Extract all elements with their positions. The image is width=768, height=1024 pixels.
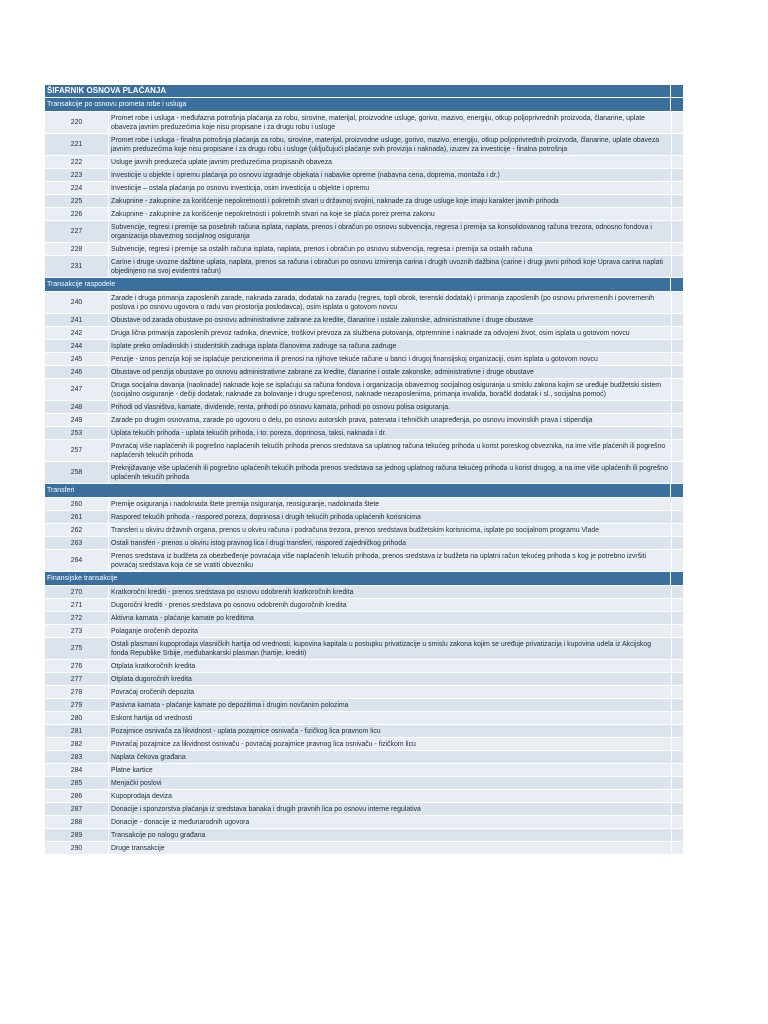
row-tail-cell xyxy=(672,340,683,352)
payment-description: Transakcije po nalogu građana xyxy=(109,829,672,841)
row-tail-cell xyxy=(672,379,683,400)
payment-code: 240 xyxy=(45,292,109,313)
table-row xyxy=(45,537,683,550)
payment-code: 280 xyxy=(45,712,109,724)
row-tail-cell xyxy=(672,777,683,789)
row-tail-cell xyxy=(672,221,683,242)
table-row xyxy=(45,751,683,764)
payment-description: Ostali plasmani kupoprodaja vlasničkih hartija od vrednosti, kupovina kapitala u postupku privatizacije u smislu zakona kojim se uređuje privatizacija i kupovina udela iz Akcijskog fonda Republike Srbije, međubankarski plasman (hartije, krediti) xyxy=(109,638,672,659)
payment-code: 273 xyxy=(45,625,109,637)
payment-code: 285 xyxy=(45,777,109,789)
table-row xyxy=(45,625,683,638)
payment-code: 260 xyxy=(45,498,109,510)
row-tail-cell xyxy=(672,816,683,828)
row-tail-cell xyxy=(672,462,683,483)
section-title: Transakcije po osnovu prometa robe i usluga xyxy=(47,101,187,108)
table-row xyxy=(45,353,683,366)
sections-container xyxy=(45,98,683,855)
payment-code: 275 xyxy=(45,638,109,659)
payment-code: 282 xyxy=(45,738,109,750)
table-row xyxy=(45,498,683,511)
payment-code: 276 xyxy=(45,660,109,672)
table-row xyxy=(45,401,683,414)
row-tail-cell xyxy=(672,673,683,685)
payment-code: 257 xyxy=(45,440,109,461)
payment-description: Druge transakcije xyxy=(109,842,672,854)
section-tail-cell xyxy=(670,278,683,291)
payment-description: Uplata tekućih prihoda - uplata tekućih prihoda, i to: poreza, doprinosa, taksi, naknada i dr. xyxy=(109,427,672,439)
section-header xyxy=(45,278,683,292)
section-tail-cell xyxy=(670,98,683,111)
row-tail-cell xyxy=(672,537,683,549)
payment-description: Promet robe i usluga - međufazna potrošnja plaćanja za robu, sirovine, materijal, proizvodne usluge, gorivo, mazivo, energiju, otkup poljoprivrednih proizvoda, članarine, uplate obaveza javnim preduzećima koje nisu propisane i za drugu robu i usluge xyxy=(109,112,672,133)
payment-code: 247 xyxy=(45,379,109,400)
payment-code: 289 xyxy=(45,829,109,841)
payment-description: Promet robe i usluga - finalna potrošnja plaćanja za robu, sirovine, materijal, proizvodne usluge, gorivo, mazivo, energiju, otkup poljoprivrednih proizvoda, članarine, uplate obaveza javnim preduzećima koje nisu propisane i za drugu robu i usluge (uključujući plaćanje svih provizija i naknada), izuzev za investicije - finalna potrošnja xyxy=(109,134,672,155)
row-tail-cell xyxy=(672,790,683,802)
table-row xyxy=(45,829,683,842)
payment-description: Druga lična primanja zaposlenih prevoz radnika, dnevnice, troškovi prevoza za službena putovanja, otpremnine i naknade za odvojeni život, osim isplata u gotovom novcu xyxy=(109,327,672,339)
section-tail-cell xyxy=(670,572,683,585)
row-tail-cell xyxy=(672,550,683,571)
payment-description: Dugoročni krediti - prenos sredstava po osnovu odobrenih dugoročnih kredita xyxy=(109,599,672,611)
payment-code: 222 xyxy=(45,156,109,168)
payment-description: Naplata čekova građana xyxy=(109,751,672,763)
table-row xyxy=(45,612,683,625)
payment-code: 231 xyxy=(45,256,109,277)
table-row xyxy=(45,134,683,156)
row-tail-cell xyxy=(672,195,683,207)
row-tail-cell xyxy=(672,638,683,659)
payment-description: Povraćaj oročenih depozita xyxy=(109,686,672,698)
row-tail-cell xyxy=(672,725,683,737)
payment-description: Zakupnine - zakupnine za korišćenje nepokretnosti i pokretnih stvari u državnoj svojini, naknade za druge usluge koje imaju karakter javnih prihoda xyxy=(109,195,672,207)
table-row xyxy=(45,524,683,537)
payment-description: Druga socijalna davanja (naoknade) naknade koje se isplaćuju sa računa fondova i organizacija obaveznog socijalnog osiguranja u smislu zakona kojim se uređuje budžetski sistem (socijalno osiguranje - dečiji dodatak, naknade za bolovanje i drugu sprečenost, naknade nezaposlenima, primanja invalida, boračkl dodatak i sl., socijalna pomoć) xyxy=(109,379,672,400)
payment-code: 244 xyxy=(45,340,109,352)
section-header xyxy=(45,98,683,112)
row-tail-cell xyxy=(672,182,683,194)
table-row xyxy=(45,790,683,803)
table-row xyxy=(45,256,683,278)
table-row xyxy=(45,292,683,314)
payment-description: Raspored tekućih prihoda - raspored poreza, doprinosa i drugih tekućih prihoda uplaćenih korisnicima xyxy=(109,511,672,523)
table-row xyxy=(45,764,683,777)
payment-description: Premije osiguranja i nadoknada štete premija osiguranja, reosiguranje, nadoknada štete xyxy=(109,498,672,510)
payment-code: 281 xyxy=(45,725,109,737)
payment-description: Platne kartice xyxy=(109,764,672,776)
payment-description: Preknjižavanje više uplaćenih ili pogrešno uplaćenih tekućih prihoda prenos sredstava sa jednog uplatnog računa tekućeg prihoda u korist drugog, a na ime više uplaćenih ili pogrešno uplaćenih tekućih prihoda xyxy=(109,462,672,483)
table-row xyxy=(45,725,683,738)
payment-description: Menjački poslovi xyxy=(109,777,672,789)
table-row xyxy=(45,243,683,256)
table-row xyxy=(45,803,683,816)
payment-description: Donacije i sponzorstva plaćanja iz sredstava banaka i drugih pravnih lica po osnovu interne regulativa xyxy=(109,803,672,815)
row-tail-cell xyxy=(672,134,683,155)
payment-code: 277 xyxy=(45,673,109,685)
section-tail-cell xyxy=(670,484,683,497)
table-row xyxy=(45,208,683,221)
payment-code: 258 xyxy=(45,462,109,483)
payment-description: Povraćaj pozajmice za likvidnost osnivaču - povraćaj pozajmice pravnog lica osnivaču - fizičkom licu xyxy=(109,738,672,750)
payment-code: 286 xyxy=(45,790,109,802)
payment-description: Penzije - iznos penzija koji se isplaćuje penzionerima ili prenosi na njihove tekuće račune u banci i drugoj finansijskoj organizaciji, osim isplata u gotovom novcu xyxy=(109,353,672,365)
payment-code: 287 xyxy=(45,803,109,815)
payment-code: 290 xyxy=(45,842,109,854)
row-tail-cell xyxy=(672,712,683,724)
row-tail-cell xyxy=(672,625,683,637)
section-title: Transferi xyxy=(47,487,75,494)
row-tail-cell xyxy=(672,524,683,536)
payment-code: 279 xyxy=(45,699,109,711)
payment-code: 261 xyxy=(45,511,109,523)
payment-code: 242 xyxy=(45,327,109,339)
payment-code: 271 xyxy=(45,599,109,611)
row-tail-cell xyxy=(672,353,683,365)
row-tail-cell xyxy=(672,366,683,378)
payment-description: Zarade i druga primanja zaposlenih zarade, naknada zarada, dodatak na zaradu (regres, topli obrok, terenski dodatak) i primanja zaposlenih (po osnovu privremenih i povremenih poslova i po osnovu ugovora o radu van prostorija poslodavca), osim isplata u gotovom novcu xyxy=(109,292,672,313)
row-tail-cell xyxy=(672,842,683,854)
row-tail-cell xyxy=(672,829,683,841)
table-row xyxy=(45,195,683,208)
payment-code-table xyxy=(45,85,683,855)
table-row xyxy=(45,816,683,829)
table-row xyxy=(45,777,683,790)
payment-description: Prenos sredstava iz budžeta za obezbeđenje povraćaja više naplaćenih tekućih prihoda, prenos sredstava iz budžeta na uplatni račun tekućeg prihoda s kog je potrebno izvršiti povraćaj sredstava koja će se vratiti obvezniku xyxy=(109,550,672,571)
payment-description: Kratkoročni krediti - prenos sredstava po osnovu odobrenih kratkoročnih kredita xyxy=(109,586,672,598)
table-row xyxy=(45,327,683,340)
table-row xyxy=(45,379,683,401)
row-tail-cell xyxy=(672,511,683,523)
row-tail-cell xyxy=(672,586,683,598)
payment-description: Isplate preko omladinskih i studentskih zadruga isplata članovima zadruge sa računa zadruge xyxy=(109,340,672,352)
payment-description: Otplata kratkoročnih kredita xyxy=(109,660,672,672)
row-tail-cell xyxy=(672,169,683,181)
section-header xyxy=(45,572,683,586)
payment-code: 263 xyxy=(45,537,109,549)
payment-code: 283 xyxy=(45,751,109,763)
table-row xyxy=(45,366,683,379)
payment-code: 248 xyxy=(45,401,109,413)
row-tail-cell xyxy=(672,292,683,313)
table-row xyxy=(45,511,683,524)
table-row xyxy=(45,686,683,699)
row-tail-cell xyxy=(672,803,683,815)
row-tail-cell xyxy=(672,112,683,133)
payment-description: Pozajmice osnivača za likvidnost - uplata pozajmice osnivača - fizičkog lica pravnom licu xyxy=(109,725,672,737)
payment-code: 272 xyxy=(45,612,109,624)
row-tail-cell xyxy=(672,738,683,750)
payment-description: Subvencije, regresi i premije sa posebnih računa isplata, naplata, prenos i obračun po osnovu subvencija, regresa i premija sa konsolidovanog računa trezora, odnosno fondova i organizacija obaveznog socijalnog osiguranja xyxy=(109,221,672,242)
payment-description: Aktivna kamata - plaćanje kamate po kreditima xyxy=(109,612,672,624)
table-row xyxy=(45,414,683,427)
row-tail-cell xyxy=(672,156,683,168)
table-row xyxy=(45,314,683,327)
row-tail-cell xyxy=(672,314,683,326)
table-row xyxy=(45,738,683,751)
payment-description: Obustave od zarada obustave po osnovu administrativne zabrane za kredite, članarine i ostale zakonske, administrativne i druge obustave xyxy=(109,314,672,326)
section-title: Finansijske transakcije xyxy=(47,575,118,582)
table-row xyxy=(45,112,683,134)
payment-code: 220 xyxy=(45,112,109,133)
row-tail-cell xyxy=(672,686,683,698)
table-row xyxy=(45,427,683,440)
payment-description: Donacije - donacije iz međunarodnih ugovora xyxy=(109,816,672,828)
payment-description: Carine i druge uvozne dažbine uplata, naplata, prenos sa računa i obračun po osnovu izmirenja carina i drugih uvoznih dažbina (carine i drugi javni prihodi koje Uprava carina naplati objedinjeno na svoj evidentni račun) xyxy=(109,256,672,277)
table-title-row xyxy=(45,85,683,98)
payment-description: Prihodi od vlasništva, kamate, dividende, renta, prihodi po osnovu kamata, prihodi po osnovu polisa osiguranja. xyxy=(109,401,672,413)
payment-code: 264 xyxy=(45,550,109,571)
table-row xyxy=(45,340,683,353)
payment-code: 253 xyxy=(45,427,109,439)
payment-description: Polaganje oročenih depozita xyxy=(109,625,672,637)
payment-description: Zarade po drugim osnovama, zarade po ugovoru o delu, po osnovu autorskih prava, patenata i tehničkih unapređenja, po osnovu imovinskih prava i stipendija xyxy=(109,414,672,426)
section-header xyxy=(45,484,683,498)
row-tail-cell xyxy=(672,599,683,611)
payment-description: Investicije – ostala plaćanja po osnovu investicija, osim investicija u objekte i opremu xyxy=(109,182,672,194)
payment-code: 225 xyxy=(45,195,109,207)
payment-description: Usluge javnih preduzeća uplate javnim preduzećima propisanih obaveza xyxy=(109,156,672,168)
table-row xyxy=(45,462,683,484)
table-row xyxy=(45,638,683,660)
row-tail-cell xyxy=(672,401,683,413)
section-title: Transakcije raspodele xyxy=(47,281,116,288)
title-tail-cell xyxy=(670,85,683,97)
payment-code: 288 xyxy=(45,816,109,828)
payment-description: Ostali transferi - prenos u okviru istog pravnog lica i drugi transferi, raspored zajedničkog prihoda xyxy=(109,537,672,549)
table-row xyxy=(45,550,683,572)
row-tail-cell xyxy=(672,243,683,255)
payment-description: Otplata dugoročnih kredita xyxy=(109,673,672,685)
row-tail-cell xyxy=(672,327,683,339)
row-tail-cell xyxy=(672,660,683,672)
payment-code: 221 xyxy=(45,134,109,155)
table-row xyxy=(45,586,683,599)
row-tail-cell xyxy=(672,256,683,277)
row-tail-cell xyxy=(672,440,683,461)
payment-description: Obustave od penzija obustave po osnovu administrativne zabrane za kredite, članarine i ostale zakonske, administrativne i druge obustave xyxy=(109,366,672,378)
payment-code: 226 xyxy=(45,208,109,220)
row-tail-cell xyxy=(672,612,683,624)
payment-code: 224 xyxy=(45,182,109,194)
payment-description: Kupoprodaja deviza xyxy=(109,790,672,802)
table-row xyxy=(45,169,683,182)
table-title: ŠIFARNIK OSNOVA PLAĆANJA xyxy=(47,86,167,95)
payment-code: 241 xyxy=(45,314,109,326)
payment-description: Povraćaj više naplaćenih ili pogrešno naplaćenih tekućih prihoda prenos sredstava sa uplatnog računa tekućeg prihoda u korist poreskog obveznika, na ime više plaćenih ili pogrešno naplaćenih tekućih prihoda xyxy=(109,440,672,461)
table-row xyxy=(45,699,683,712)
table-row xyxy=(45,182,683,195)
table-row xyxy=(45,599,683,612)
row-tail-cell xyxy=(672,751,683,763)
payment-code: 284 xyxy=(45,764,109,776)
row-tail-cell xyxy=(672,427,683,439)
payment-description: Zakupnine - zakupnine za korišćenje nepokretnosti i pokretnih stvari na koje se plaća porez prema zakonu xyxy=(109,208,672,220)
payment-code: 245 xyxy=(45,353,109,365)
payment-code: 262 xyxy=(45,524,109,536)
payment-description: Pasivna kamata - plaćanje kamate po depozitima i drugim novčanim polozima xyxy=(109,699,672,711)
table-row xyxy=(45,673,683,686)
payment-code: 246 xyxy=(45,366,109,378)
table-row xyxy=(45,156,683,169)
payment-code: 270 xyxy=(45,586,109,598)
payment-description: Eskont hartija od vrednosti xyxy=(109,712,672,724)
table-row xyxy=(45,712,683,725)
table-row xyxy=(45,221,683,243)
payment-code: 227 xyxy=(45,221,109,242)
payment-description: Transferi u okviru državnih organa, prenos u okviru računa i podračuna trezora, prenos sredstava budžetskim korisnicima, isplate po socijalnom programu Vlade xyxy=(109,524,672,536)
table-row xyxy=(45,660,683,673)
table-row xyxy=(45,440,683,462)
row-tail-cell xyxy=(672,699,683,711)
payment-description: Investicije u objekte i opremu plaćanja po osnovu izgradnje objekata i nabavke opreme (nabavna cena, doprema, montaža i dr.) xyxy=(109,169,672,181)
row-tail-cell xyxy=(672,498,683,510)
payment-code: 228 xyxy=(45,243,109,255)
row-tail-cell xyxy=(672,208,683,220)
row-tail-cell xyxy=(672,414,683,426)
payment-code: 223 xyxy=(45,169,109,181)
row-tail-cell xyxy=(672,764,683,776)
payment-code: 278 xyxy=(45,686,109,698)
payment-description: Subvencije, regresi i premije sa ostalih računa isplata, naplata, prenos i obračun po osnovu subvencija, regresa i premija sa ostalih računa xyxy=(109,243,672,255)
table-row xyxy=(45,842,683,855)
payment-code: 249 xyxy=(45,414,109,426)
